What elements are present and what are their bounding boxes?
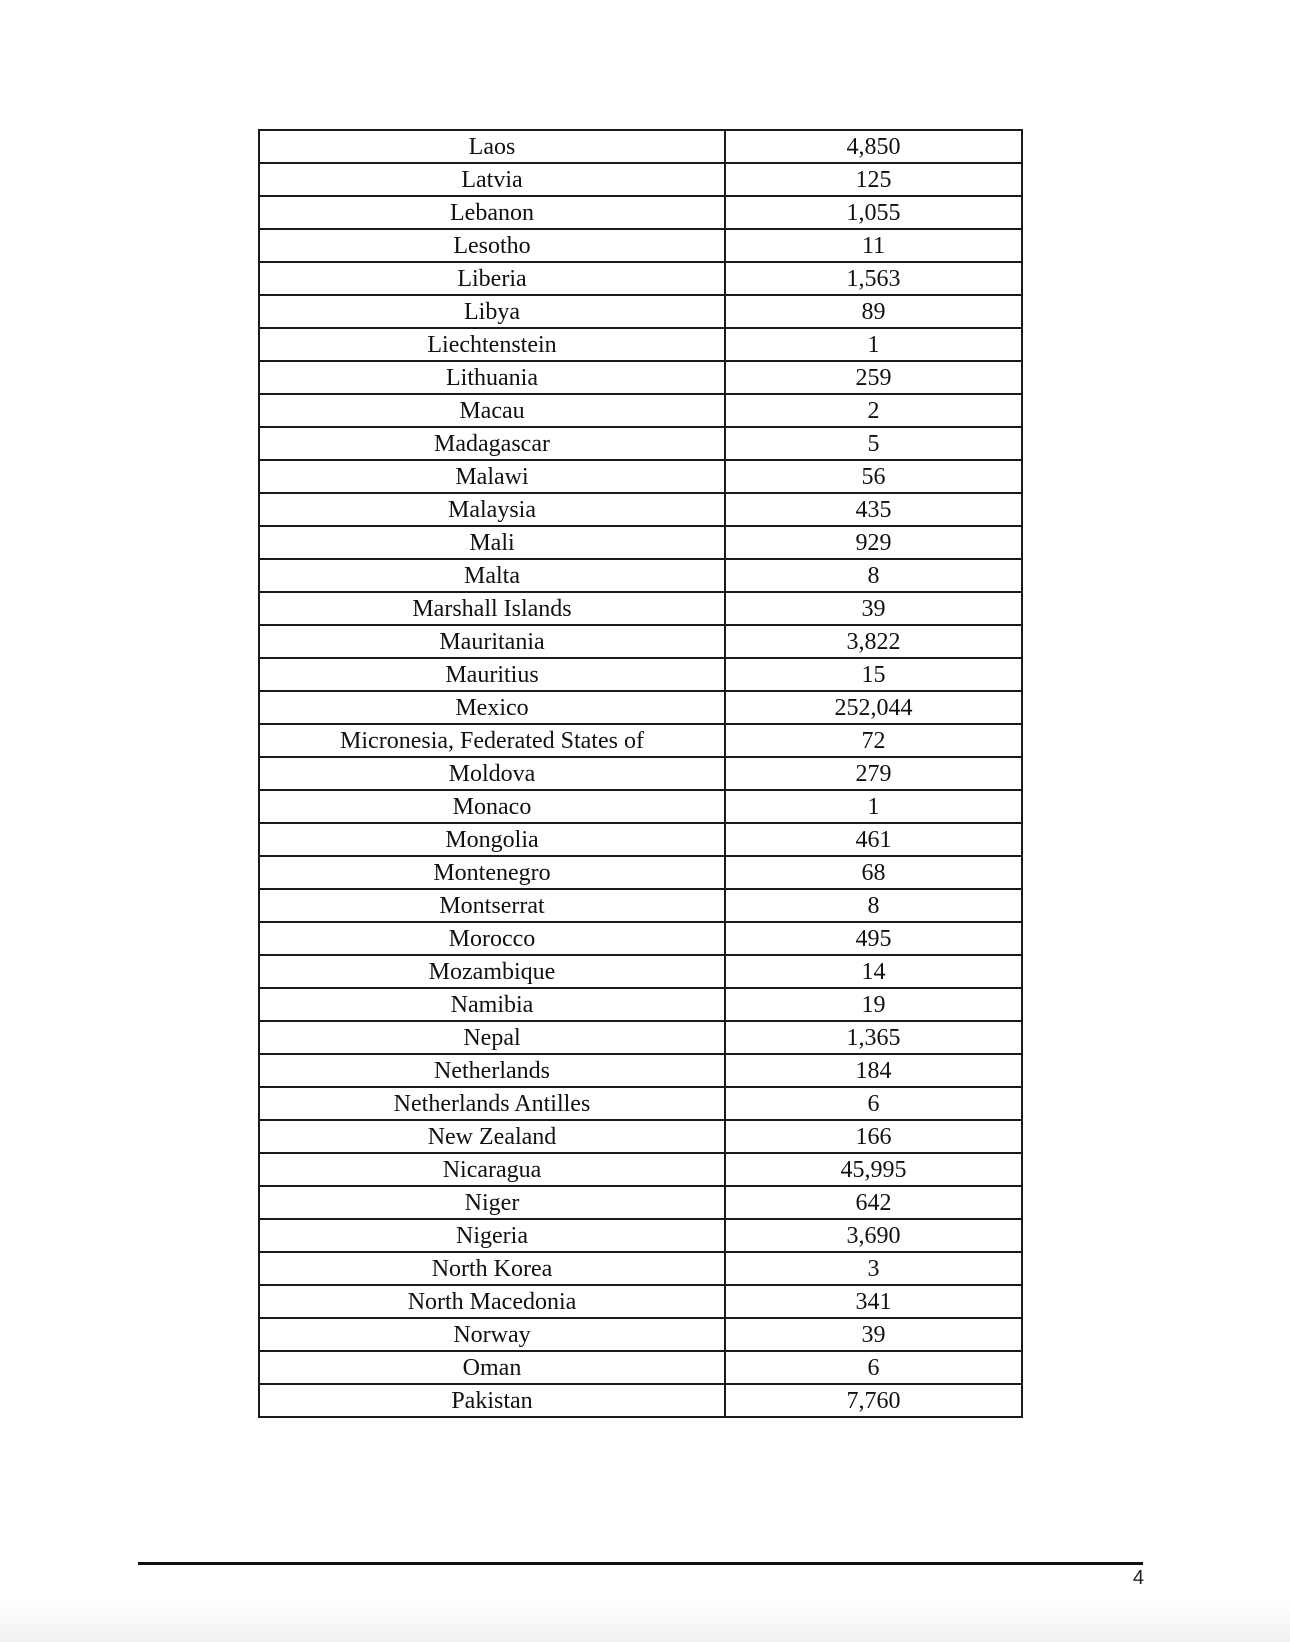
value-cell: 125: [725, 163, 1022, 196]
country-cell: Lebanon: [259, 196, 725, 229]
country-cell: New Zealand: [259, 1120, 725, 1153]
value-cell: 252,044: [725, 691, 1022, 724]
country-cell: Malta: [259, 559, 725, 592]
value-cell: 19: [725, 988, 1022, 1021]
table-row: [259, 262, 1022, 295]
table-row: [259, 1153, 1022, 1186]
table-row: [259, 1021, 1022, 1054]
country-cell: Netherlands: [259, 1054, 725, 1087]
table-row: [259, 856, 1022, 889]
value-cell: 4,850: [725, 130, 1022, 163]
country-cell: Mexico: [259, 691, 725, 724]
country-cell: Nepal: [259, 1021, 725, 1054]
country-cell: Malawi: [259, 460, 725, 493]
table-row: [259, 394, 1022, 427]
country-count-table: [258, 129, 1023, 1418]
value-cell: 341: [725, 1285, 1022, 1318]
table-row: [259, 691, 1022, 724]
country-cell: Namibia: [259, 988, 725, 1021]
table-row: [259, 559, 1022, 592]
page-number: 4: [1132, 1567, 1144, 1589]
country-cell: Laos: [259, 130, 725, 163]
value-cell: 39: [725, 592, 1022, 625]
country-cell: Mauritius: [259, 658, 725, 691]
value-cell: 279: [725, 757, 1022, 790]
table-row: [259, 328, 1022, 361]
table-row: [259, 1120, 1022, 1153]
table-row: [259, 988, 1022, 1021]
value-cell: 2: [725, 394, 1022, 427]
table-row: [259, 1351, 1022, 1384]
table-row: [259, 592, 1022, 625]
table-row: [259, 1252, 1022, 1285]
value-cell: 6: [725, 1351, 1022, 1384]
value-cell: 929: [725, 526, 1022, 559]
country-cell: Mauritania: [259, 625, 725, 658]
table-row: [259, 955, 1022, 988]
table-row: [259, 130, 1022, 163]
country-cell: Norway: [259, 1318, 725, 1351]
value-cell: 259: [725, 361, 1022, 394]
table-row: [259, 790, 1022, 823]
country-cell: Morocco: [259, 922, 725, 955]
country-cell: Mongolia: [259, 823, 725, 856]
table-row: [259, 757, 1022, 790]
table-row: [259, 196, 1022, 229]
table-row: [259, 460, 1022, 493]
country-cell: Pakistan: [259, 1384, 725, 1417]
country-cell: Oman: [259, 1351, 725, 1384]
table-row: [259, 1054, 1022, 1087]
country-cell: Liberia: [259, 262, 725, 295]
value-cell: 184: [725, 1054, 1022, 1087]
value-cell: 3: [725, 1252, 1022, 1285]
country-cell: Lesotho: [259, 229, 725, 262]
table-row: [259, 361, 1022, 394]
value-cell: 1,563: [725, 262, 1022, 295]
country-cell: Malaysia: [259, 493, 725, 526]
country-cell: Liechtenstein: [259, 328, 725, 361]
value-cell: 5: [725, 427, 1022, 460]
country-cell: Libya: [259, 295, 725, 328]
country-cell: Netherlands Antilles: [259, 1087, 725, 1120]
value-cell: 14: [725, 955, 1022, 988]
value-cell: 72: [725, 724, 1022, 757]
country-cell: Madagascar: [259, 427, 725, 460]
value-cell: 166: [725, 1120, 1022, 1153]
country-cell: Moldova: [259, 757, 725, 790]
country-cell: Nicaragua: [259, 1153, 725, 1186]
table-row: [259, 1384, 1022, 1417]
value-cell: 45,995: [725, 1153, 1022, 1186]
value-cell: 7,760: [725, 1384, 1022, 1417]
table-row: [259, 1318, 1022, 1351]
value-cell: 3,690: [725, 1219, 1022, 1252]
value-cell: 1,055: [725, 196, 1022, 229]
table-row: [259, 229, 1022, 262]
country-cell: Niger: [259, 1186, 725, 1219]
table-row: [259, 493, 1022, 526]
value-cell: 15: [725, 658, 1022, 691]
table-body: [259, 130, 1022, 1417]
country-cell: Lithuania: [259, 361, 725, 394]
value-cell: 461: [725, 823, 1022, 856]
value-cell: 68: [725, 856, 1022, 889]
table-row: [259, 889, 1022, 922]
table-row: [259, 427, 1022, 460]
footer-divider: [138, 1562, 1143, 1565]
country-cell: Mozambique: [259, 955, 725, 988]
value-cell: 1,365: [725, 1021, 1022, 1054]
value-cell: 89: [725, 295, 1022, 328]
table-row: [259, 922, 1022, 955]
value-cell: 1: [725, 328, 1022, 361]
table-row: [259, 724, 1022, 757]
country-cell: Mali: [259, 526, 725, 559]
value-cell: 1: [725, 790, 1022, 823]
table-row: [259, 823, 1022, 856]
table-row: [259, 1087, 1022, 1120]
table-row: [259, 526, 1022, 559]
country-cell: North Macedonia: [259, 1285, 725, 1318]
country-cell: Montenegro: [259, 856, 725, 889]
table-row: [259, 1219, 1022, 1252]
country-cell: Nigeria: [259, 1219, 725, 1252]
value-cell: 435: [725, 493, 1022, 526]
country-cell: Latvia: [259, 163, 725, 196]
table-row: [259, 625, 1022, 658]
value-cell: 39: [725, 1318, 1022, 1351]
value-cell: 11: [725, 229, 1022, 262]
table-row: [259, 1285, 1022, 1318]
country-cell: Marshall Islands: [259, 592, 725, 625]
country-cell: North Korea: [259, 1252, 725, 1285]
value-cell: 3,822: [725, 625, 1022, 658]
country-cell: Montserrat: [259, 889, 725, 922]
value-cell: 495: [725, 922, 1022, 955]
table-row: [259, 163, 1022, 196]
value-cell: 6: [725, 1087, 1022, 1120]
country-cell: Macau: [259, 394, 725, 427]
table-row: [259, 1186, 1022, 1219]
country-cell: Micronesia, Federated States of: [259, 724, 725, 757]
country-cell: Monaco: [259, 790, 725, 823]
table-row: [259, 295, 1022, 328]
value-cell: 56: [725, 460, 1022, 493]
value-cell: 8: [725, 889, 1022, 922]
table-row: [259, 658, 1022, 691]
page-bottom-shadow: [0, 1600, 1290, 1642]
value-cell: 8: [725, 559, 1022, 592]
value-cell: 642: [725, 1186, 1022, 1219]
